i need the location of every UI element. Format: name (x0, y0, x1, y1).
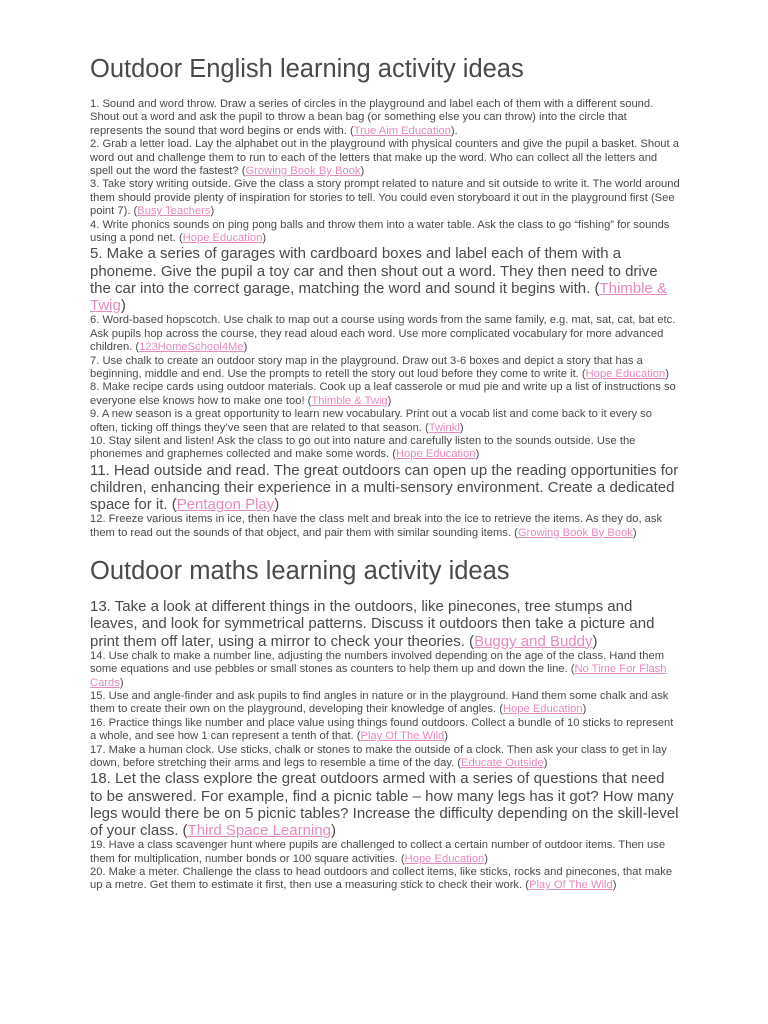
activity-10: 10. Stay silent and listen! Ask the class to go out into nature and carefully listen to the sounds outside. Use the phonemes and graphemes collected and make some words. (Hope Education) (90, 434, 636, 461)
activity-1: 1. Sound and word throw. Draw a series of circles in the playground and label each of them with a different sound. Shout out a word and ask the pupil to throw a bean bag (or something else you can throw) into the circle that represents the sound that word begins or ends with. (True Aim Education). (90, 98, 654, 137)
source-link-13[interactable]: Buggy and Buddy (474, 632, 593, 650)
activity-12: 12. Freeze various items in ice, then have the class melt and break into the ice to retrieve the items. As they do, ask them to read out the sounds of that object, and pair them with similar sounding items. (Growing Book By Book) (90, 513, 663, 539)
source-link-17[interactable]: Educate Outside (461, 757, 544, 770)
activity-7: 7. Use chalk to create an outdoor story map in the playground. Draw out 3-6 boxes and depict a story that has a beginning, middle and end. Use the prompts to retell the story out loud before they come to write it. (Hope Education) (90, 354, 669, 380)
source-link-5[interactable]: Thimble & Twig (90, 279, 667, 315)
source-link-1[interactable]: True Aim Education (353, 124, 451, 137)
source-link-20[interactable]: Play Of The Wild (528, 879, 613, 892)
section-heading-maths: Outdoor maths learning activity ideas (90, 557, 510, 586)
activity-4: 4. Write phonics sounds on ping pong balls and throw them into a water table. Ask the class to go “fishing” for sounds using a pond net. (Hope Education) (90, 218, 670, 245)
source-link-10[interactable]: Hope Education (395, 448, 476, 461)
source-link-15[interactable]: Hope Education (502, 703, 583, 716)
activity-11: 11. Head outside and read. The great outdoors can open up the reading opportunities for children, enhancing their experience in a multi-sensory environment. Create a dedicated space for it. (Pentagon Play) (90, 461, 679, 514)
source-link-11[interactable]: Pentagon Play (176, 496, 275, 514)
source-link-18[interactable]: Third Space Learning (187, 822, 331, 840)
source-link-8[interactable]: Thimble & Twig (311, 394, 388, 407)
activity-16: 16. Practice things like number and place value using things found outdoors. Collect a bundle of 10 sticks to represent a whole, and see how 1 can represent a tenth of that. (Play Of The Wild) (90, 716, 674, 743)
activity-17: 17. Make a human clock. Use sticks, chalk or stones to make the outside of a clock. Then ask your class to get in lay down, before stretching their arms and legs to resemble a time of the day. (Educate Outside) (90, 743, 667, 770)
section-heading-english: Outdoor English learning activity ideas (90, 55, 524, 83)
source-link-19[interactable]: Hope Education (404, 852, 485, 865)
source-link-4[interactable]: Hope Education (182, 232, 263, 245)
activity-3: 3. Take story writing outside. Give the class a story prompt related to nature and sit outside to write it. The world around them should provide plenty of inspiration for stories to tell. You could even storyboard it out in the playground first (See point 7). (Busy Teachers) (90, 178, 680, 218)
activity-9: 9. A new season is a great opportunity to learn new vocabulary. Print out a vocab list and come back to it every so often, ticking off things they’ve seen that are related to that season. (Twinkl) (90, 408, 652, 434)
source-link-12[interactable]: Growing Book By Book (517, 526, 633, 539)
activity-6: 6. Word-based hopscotch. Use chalk to map out a course using words from the same family, e.g. mat, sat, cat, bat etc. Ask pupils hop across the course, they read aloud each word. Use more complicated vocabulary for more advanced children. (123HomeSchool4Me) (90, 314, 676, 354)
activity-20: 20. Make a meter. Challenge the class to head outdoors and collect items, like sticks, rocks and pinecones, that make up a metre. Get them to estimate it first, then use a measuring stick to check their work. (Play Of The Wild) (90, 866, 673, 892)
source-link-14[interactable]: No Time For Flash Cards (90, 663, 667, 689)
activity-13: 13. Take a look at different things in the outdoors, like pinecones, tree stumps and leaves, and look for symmetrical patterns. Discuss it outdoors then take a picture and print them off later, using a mirror to check your theories. (Buggy and Buddy) (90, 598, 655, 650)
activity-15: 15. Use and angle-finder and ask pupils to find angles in nature or in the playground. Hand them some chalk and ask them to create their own on the playground, developing their knowledge of angles. (Hope Education) (90, 690, 669, 716)
source-link-7[interactable]: Hope Education (585, 367, 666, 380)
source-link-3[interactable]: Busy Teachers (137, 205, 211, 218)
source-link-9[interactable]: Twinkl (428, 421, 460, 434)
source-link-6[interactable]: 123HomeSchool4Me (139, 341, 244, 354)
activity-18: 18. Let the class explore the great outdoors armed with a series of questions that need to be answered. For example, find a picnic table – how many legs has it got? How many legs would there be on 5 picnic tables? Increase the difficulty depending on the skill-level of your class. (Third Space Learning) (90, 770, 679, 840)
activity-19: 19. Have a class scavenger hunt where pupils are challenged to collect a certain number of outdoor items. Then use them for multiplication, number bonds or 100 square activities. (Hope Education) (90, 839, 666, 865)
source-link-2[interactable]: Growing Book By Book (245, 165, 361, 178)
activity-2: 2. Grab a letter load. Lay the alphabet out in the playground with physical counters and give the pupil a basket. Shout a word out and challenge them to run to each of the letters that make up the word. Who can collect all the letters and spell out the word the fastest? (Growing Book By Book) (90, 138, 679, 178)
activity-14: 14. Use chalk to make a number line, adjusting the numbers involved depending on the age of the class. Hand them some equations and use pebbles or small stones as counters to help them up and down the line. (No Time For Flash Cards) (90, 649, 667, 689)
activity-8: 8. Make recipe cards using outdoor materials. Cook up a leaf casserole or mud pie and write up a list of instructions so everyone else knows how to make one too! (Thimble & Twig) (90, 381, 676, 407)
activity-5: 5. Make a series of garages with cardboard boxes and label each of them with a phoneme. Give the pupil a toy car and then shout out a word. They then need to drive the car into the correct garage, matching the word and sound it begins with. (Thimble & Twig) (90, 245, 667, 315)
source-link-16[interactable]: Play Of The Wild (360, 730, 445, 743)
